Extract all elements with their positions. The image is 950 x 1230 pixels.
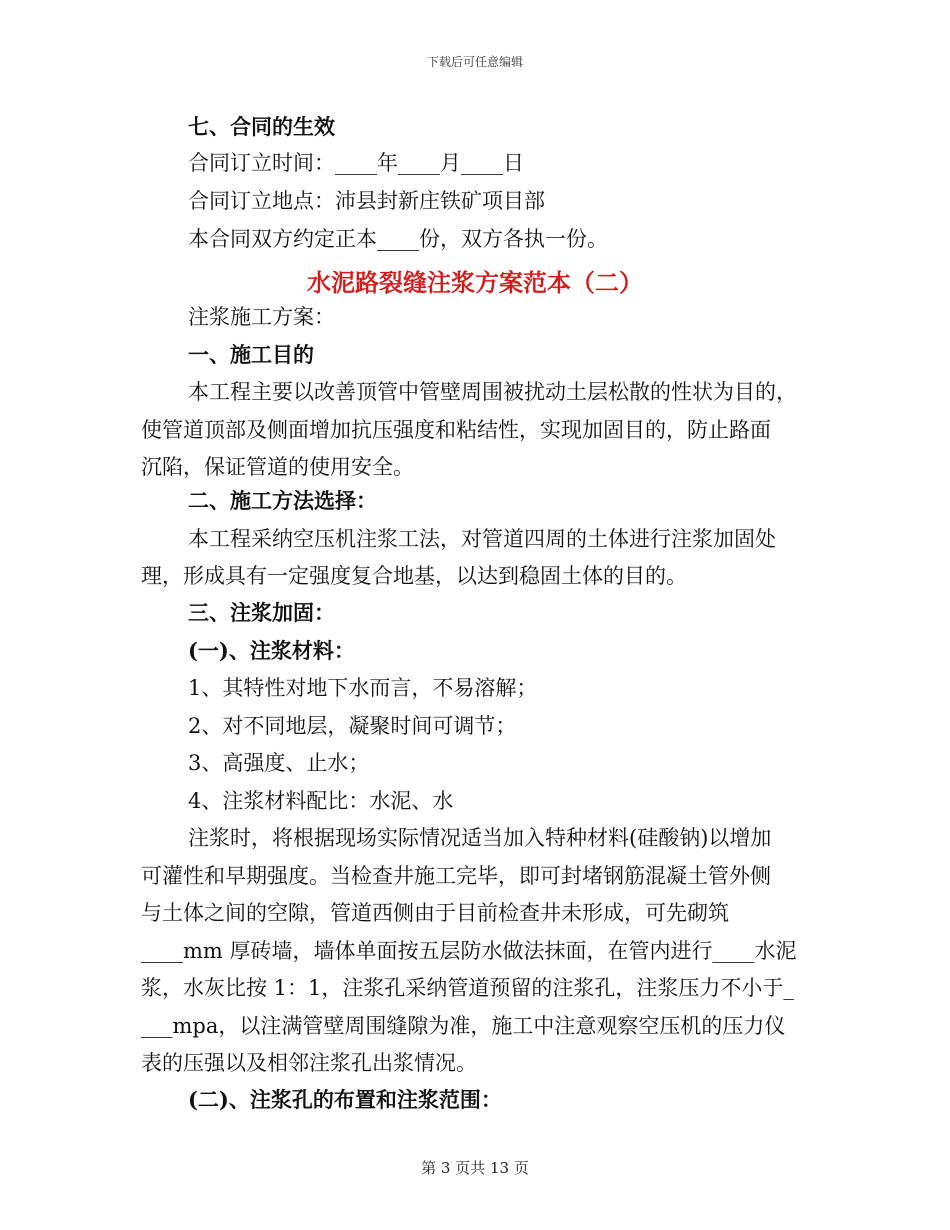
paragraph-line: 本工程主要以改善顶管中管壁周围被扰动土层松散的性状为目的， <box>188 380 797 404</box>
list-item: 3、高强度、止水； <box>188 751 370 775</box>
page-footer: 第 3 页共 13 页 <box>421 1159 529 1177</box>
paragraph-line: 使管道顶部及侧面增加抗压强度和粘结性，实现加固目的，防止路面 <box>141 418 771 442</box>
paragraph-line: ____mm 厚砖墙，墙体单面按五层防水做法抹面，在管内进行____水泥 <box>141 939 797 963</box>
paragraph-line: 表的压强以及相邻注浆孔出浆情况。 <box>141 1051 477 1075</box>
intro-line: 注浆施工方案： <box>188 305 335 329</box>
subsection-2-heading: (二)、注浆孔的布置和注浆范围： <box>188 1087 502 1112</box>
list-item: 2、对不同地层，凝聚时间可调节； <box>188 714 517 738</box>
contract-date-line: 合同订立时间：____年____月____日 <box>188 151 524 175</box>
paragraph-line: 本工程采纳空压机注浆工法，对管道四周的土体进行注浆加固处 <box>188 527 776 551</box>
contract-place-line: 合同订立地点：沛县封新庄铁矿项目部 <box>188 189 545 213</box>
part-2-heading: 二、施工方法选择： <box>188 488 377 513</box>
paragraph-line: 沉陷，保证管道的使用安全。 <box>141 455 414 479</box>
page-header: 下载后可任意编辑 <box>426 55 523 69</box>
paragraph-line: ___mpa，以注满管壁周围缝隙为准，施工中注意观察空压机的压力仪 <box>141 1014 786 1038</box>
paragraph-line: 与土体之间的空隙，管道西侧由于目前检查井未形成，可先砌筑 <box>141 901 729 925</box>
part-3-heading: 三、注浆加固： <box>188 600 335 625</box>
paragraph-line: 可灌性和早期强度。当检查井施工完毕，即可封堵钢筋混凝土管外侧 <box>141 864 771 888</box>
section-7-heading: 七、合同的生效 <box>188 114 335 139</box>
paragraph-line: 注浆时，将根据现场实际情况适当加入特种材料(硅酸钠)以增加 <box>188 826 772 850</box>
document-title: 水泥路裂缝注浆方案范本（二） <box>307 268 643 297</box>
part-1-heading: 一、施工目的 <box>188 342 314 367</box>
subsection-1-heading: (一)、注浆材料： <box>188 638 355 663</box>
list-item: 4、注浆材料配比：水泥、水 <box>188 789 454 813</box>
paragraph-line: 浆，水灰比按 1：1，注浆孔采纳管道预留的注浆孔，注浆压力不小于_ <box>141 976 794 1000</box>
paragraph-line: 理，形成具有一定强度复合地基，以达到稳固土体的目的。 <box>141 564 687 588</box>
contract-copies-line: 本合同双方约定正本____份，双方各执一份。 <box>188 227 608 251</box>
list-item: 1、其特性对地下水而言，不易溶解； <box>188 676 538 700</box>
